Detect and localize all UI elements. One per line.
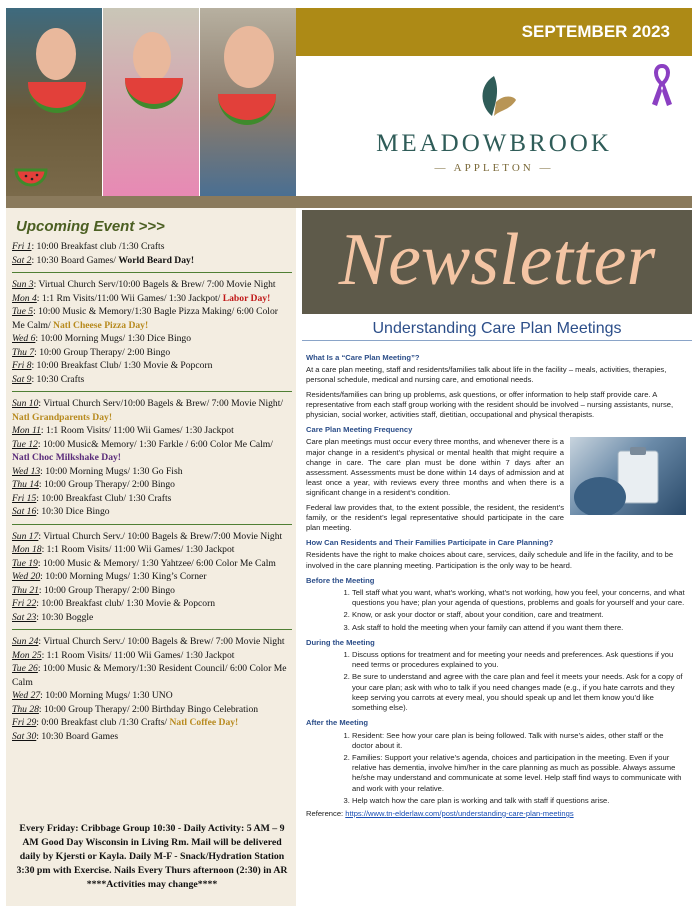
list-item: 3. Help watch how the care plan is working and talk with staff if questions arise.	[352, 796, 686, 806]
event-row	[12, 530, 292, 544]
heading-participate: How Can Residents and Their Families Participate in Care Planning?	[306, 538, 554, 548]
week-separator	[12, 524, 292, 525]
heading-frequency: Care Plan Meeting Frequency	[306, 425, 413, 435]
resident-face	[224, 26, 274, 88]
event-day: Tue 12	[12, 438, 38, 450]
daily-activity-note: Every Friday: Cribbage Group 10:30 - Daily Activity: 5 AM – 9 AM Good Day Wisconsin in Living Rm. Mail will be delivered daily by Kjersti or Kayla. Daily M-F - Snack/Hydration Station 3:30 pm with Exercise. Nails Every Thurs afternoon (2:30) in AR ****Activities may change****	[16, 823, 288, 890]
list-item: 1. Discuss options for treatment and for meeting your needs and preferences. Ask questions if you need terms or procedures explained to you.	[352, 650, 686, 670]
event-highlight: Labor Day!	[222, 292, 271, 304]
event-day: Wed 13	[12, 465, 41, 477]
heading-during: During the Meeting	[306, 637, 375, 647]
event-text: : Virtual Church Serv./ 10:00 Bagels & Brew/7:00 Movie Night	[38, 530, 283, 542]
event-text: : 10:00 Morning Mugs/ 1:30 Go Fish	[40, 465, 183, 477]
event-day: Sun 17	[12, 530, 39, 542]
brand-name: MEADOWBROOK	[376, 130, 612, 157]
event-day: Sun 10	[12, 398, 39, 409]
event-day: Sat 9	[12, 373, 32, 385]
event-day: Fri 1	[12, 241, 32, 252]
event-row	[12, 611, 292, 625]
event-day: Fri 15	[12, 492, 37, 504]
event-day: Thu 28	[12, 703, 39, 715]
purple-awareness-ribbon-icon	[648, 62, 676, 108]
reference-link[interactable]: https://www.tn-elderlaw.com/post/understanding-care-plan-meetings	[345, 808, 574, 818]
event-text: : 10:30 Boggle	[36, 611, 94, 623]
event-text: : 10:00 Breakfast club/ 1:30 Movie & Popcorn	[36, 598, 216, 609]
watermelon-slice	[28, 82, 86, 113]
event-day: Sun 24	[12, 636, 39, 647]
event-text: : 1:1 Room Visits/ 11:00 Wii Games/ 1:30 Jackpot	[41, 649, 235, 661]
article-body	[306, 348, 686, 823]
event-day: Mon 25	[12, 649, 42, 661]
newsletter-month: SEPTEMBER 2023	[521, 22, 670, 41]
event-day: Wed 20	[12, 571, 41, 582]
event-row	[12, 557, 292, 571]
list-item: 1. Tell staff what you want, what’s working, what’s not working, how you feel, your concerns, and what questions you have; plan your agenda of questions, problems and goals for yourself and your care.	[352, 588, 686, 608]
meadowbrook-leaf-logo-icon	[470, 72, 520, 127]
month-banner	[296, 8, 692, 56]
list-item: 2. Know, or ask your doctor or staff, about your condition, care and treatment.	[352, 610, 686, 620]
event-text: : 10:00 Music & Memory/1:30 Resident Council/ 6:00 Color Me Calm	[12, 663, 287, 688]
paragraph: Care plan meetings must occur every three months, and whenever there is a major change in a resident’s physical or mental health that might require a change in care. The care plan must be done within 7 days after an assessment. Assessments must be done within 14 days of admission and at least once a year, with reviews every three months and when there is a significant change in a resident’s condition.	[306, 437, 564, 498]
resident-photo-3	[200, 8, 296, 196]
event-row	[12, 597, 292, 611]
event-day: Sat 2	[12, 254, 32, 266]
event-text: : 10:00 Group Therapy/ 2:00 Bingo	[38, 479, 175, 490]
resident-face	[36, 28, 76, 80]
newsletter-banner	[302, 210, 692, 314]
resident-photo-2	[103, 8, 199, 196]
event-highlight: Natl Coffee Day!	[169, 717, 239, 728]
event-row	[12, 716, 292, 730]
watermelon-slice	[125, 78, 183, 109]
event-day: Thu 21	[12, 584, 39, 596]
clipboard-photo	[570, 437, 686, 515]
events-list	[12, 240, 292, 743]
events-column	[6, 208, 296, 906]
event-day: Fri 29	[12, 717, 37, 728]
event-row	[12, 397, 292, 424]
event-row	[12, 478, 292, 492]
brand-location: — APPLETON —	[434, 162, 554, 174]
event-day: Thu 14	[12, 479, 39, 490]
event-text: : 10:30 Crafts	[31, 373, 85, 385]
event-row	[12, 492, 292, 506]
event-row	[12, 278, 292, 292]
reference	[306, 809, 686, 819]
event-day: Wed 27	[12, 690, 41, 701]
event-text: : 10:00 Breakfast Club/ 1:30 Movie & Popcorn	[31, 360, 213, 371]
reference-label: Reference:	[306, 808, 346, 818]
event-row	[12, 346, 292, 360]
paragraph: Residents have the right to make choices about care, services, daily schedule and life in the facility, and to be involved in the care planning meeting. Participation is the only way to be heard.	[306, 550, 674, 570]
event-text: : 10:00 Group Therapy/ 2:00 Bingo	[34, 346, 171, 358]
week-separator	[12, 629, 292, 630]
event-text: : 10:00 Music & Memory/ 1:30 Yahtzee/ 6:00 Color Me Calm	[37, 557, 276, 569]
event-day: Mon 11	[12, 425, 41, 436]
event-row	[12, 240, 292, 254]
heading-after: After the Meeting	[306, 718, 369, 728]
event-day: Thu 7	[12, 346, 35, 358]
event-day: Mon 18	[12, 544, 42, 555]
event-row	[12, 438, 292, 465]
event-text: : 10:00 Breakfast club /1:30 Crafts	[31, 241, 165, 252]
event-day: Tue 26	[12, 663, 38, 674]
event-day: Fri 22	[12, 598, 37, 609]
list-item: 2. Families: Support your relative’s agenda, choices and participation in the meeting. Even if your relative has dementia, involve him/her in the care planning as much as possible. Always assume he/she may understand and communicate at some level. Help staff find ways to communicate with and work with your relative.	[352, 753, 686, 794]
article-title: Understanding Care Plan Meetings	[372, 320, 622, 337]
event-text: : 10:00 Group Therapy/ 2:00 Bingo	[38, 584, 175, 596]
event-day: Tue 5	[12, 306, 34, 317]
section-divider	[6, 196, 692, 208]
event-day: Sun 3	[12, 279, 34, 290]
watermelon-slice	[218, 94, 276, 125]
event-text: : 10:00 Breakfast Club/ 1:30 Crafts	[36, 492, 172, 504]
paragraph: Residents/families can bring up problems, ask questions, or offer information to help staff provide care. A representative from each staff group working with the resident should be involved – nursing assistants, nurse, physician, social worker, activities staff, dietitian, occupational and physical therapists.	[306, 389, 674, 420]
event-day: Sat 16	[12, 506, 37, 517]
event-highlight: Natl Grandparents Day!	[12, 411, 113, 423]
week-separator	[12, 391, 292, 392]
after-list	[306, 731, 686, 806]
paragraph: At a care plan meeting, staff and residents/families talk about life in the facility – meals, activities, therapies, personal schedule, medical and nursing care, and emotional needs.	[306, 365, 667, 385]
heading-before: Before the Meeting	[306, 575, 375, 585]
event-row	[12, 730, 292, 744]
event-text: : Virtual Church Serv/10:00 Bagels & Brew/ 7:00 Movie Night/	[38, 398, 284, 409]
resident-face	[133, 32, 171, 82]
article-title-rule	[302, 340, 692, 341]
event-highlight: World Beard Day!	[118, 254, 195, 266]
event-text: : 10:00 Morning Mugs/ 1:30 King’s Corner	[40, 571, 207, 582]
event-row	[12, 689, 292, 703]
event-row	[12, 465, 292, 479]
event-highlight: Natl Cheese Pizza Day!	[53, 319, 149, 331]
event-row	[12, 584, 292, 598]
event-row	[12, 305, 292, 332]
event-day: Mon 4	[12, 292, 37, 304]
event-row	[12, 373, 292, 387]
event-row	[12, 254, 292, 268]
before-list	[306, 588, 686, 633]
event-text: : 1:1 Room Visits/ 11:00 Wii Games/ 1:30 Jackpot	[40, 425, 234, 436]
event-row	[12, 635, 292, 649]
event-text: : 10:00 Morning Mugs/ 1:30 Dice Bingo	[35, 333, 192, 344]
event-text: : 10:00 Music & Memory/1:30 Bagle Pizza Making/ 6:00 Color Me Calm/	[12, 306, 278, 331]
event-day: Sat 23	[12, 611, 37, 623]
list-item: 2. Be sure to understand and agree with the care plan and feel it meets your needs. Ask for a copy of your care plan; ask with who to talk if you need changes made (e.g., if you hate carrots and they keep serving you carrots at every meal, you should speak up and let them know you’d like something else).	[352, 672, 686, 713]
event-row	[12, 649, 292, 663]
event-text: : 10:00 Group Therapy/ 2:00 Birthday Bingo Celebration	[38, 703, 259, 715]
week-separator	[12, 272, 292, 273]
event-row	[12, 703, 292, 717]
heading-what-is: What Is a “Care Plan Meeting”?	[306, 353, 420, 362]
event-row	[12, 505, 292, 519]
event-row	[12, 292, 292, 306]
event-text: : 10:30 Board Games	[36, 730, 119, 742]
event-text: : 1:1 Rm Visits/11:00 Wii Games/ 1:30 Jackpot/	[36, 292, 223, 304]
event-text: : 1:1 Room Visits/ 11:00 Wii Games/ 1:30 Jackpot	[41, 544, 235, 555]
event-day: Tue 19	[12, 557, 38, 569]
event-text: : 10:00 Morning Mugs/ 1:30 UNO	[40, 690, 173, 701]
event-text: : Virtual Church Serv./ 10:00 Bagels & Brew/ 7:00 Movie Night	[38, 636, 285, 647]
event-text: : 10:30 Dice Bingo	[36, 506, 110, 517]
event-text: : Virtual Church Serv/10:00 Bagels & Brew/ 7:00 Movie Night	[33, 279, 276, 290]
list-item: 1. Resident: See how your care plan is being followed. Talk with nurse’s aides, other staff or the doctor about it.	[352, 731, 686, 751]
events-title: Upcoming Event >>>	[16, 218, 165, 235]
during-list	[306, 650, 686, 713]
event-row	[12, 332, 292, 346]
event-text: : 0:00 Breakfast club /1:30 Crafts/	[36, 717, 170, 728]
newsletter-title: Newsletter	[338, 219, 656, 301]
event-highlight: Natl Choc Milkshake Day!	[12, 452, 121, 463]
event-text: : 10:30 Board Games/	[31, 254, 119, 266]
watermelon-icon	[14, 168, 48, 192]
event-row	[12, 570, 292, 584]
event-text: : 10:00 Music& Memory/ 1:30 Farkle / 6:00 Color Me Calm/	[37, 438, 273, 450]
event-day: Sat 30	[12, 730, 37, 742]
resident-photo-strip	[6, 8, 296, 196]
event-row	[12, 359, 292, 373]
event-day: Wed 6	[12, 333, 36, 344]
paragraph: Federal law provides that, to the extent possible, the resident, the resident’s family, or the resident’s legal representative should participate in the care plan meeting.	[306, 502, 564, 533]
event-row	[12, 424, 292, 438]
event-row	[12, 543, 292, 557]
event-row	[12, 662, 292, 689]
event-day: Fri 8	[12, 360, 32, 371]
list-item: 3. Ask staff to hold the meeting when your family can attend if you want them there.	[352, 623, 686, 633]
